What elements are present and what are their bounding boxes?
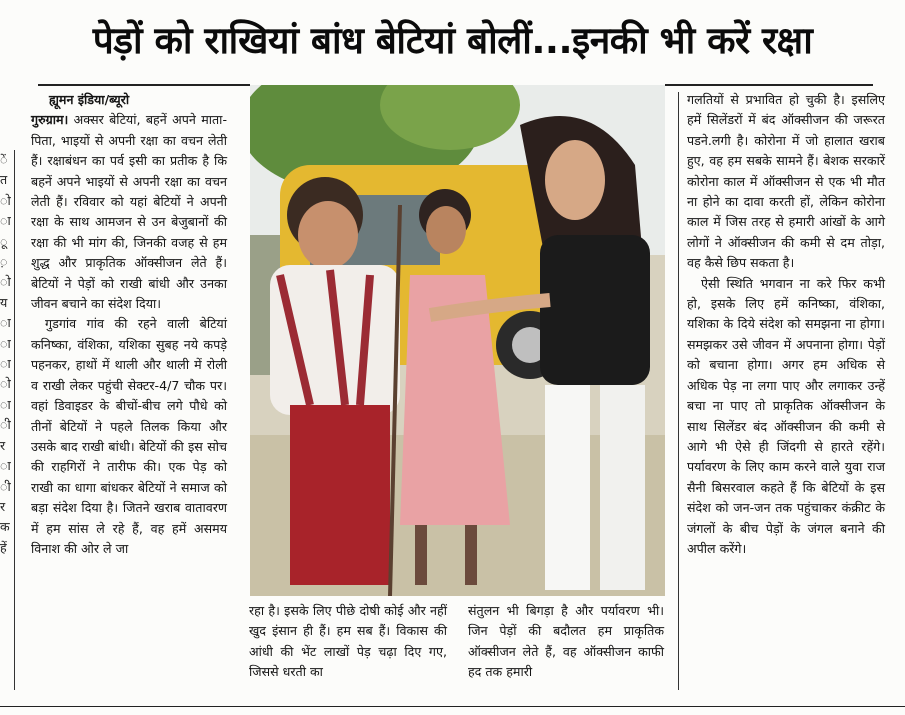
headline: पेड़ों को राखियां बांध बेटियां बोलीं...इनकी भी करें रक्षा (92, 19, 813, 62)
edge-fragment: त (0, 172, 8, 188)
paragraph: ऐसी स्थिति भगवान ना करे फिर कभी हो, इसके लिए हमें कनिष्का, वंशिका, यशिका के दिये संदेश को समझना ना होगा। समझकर उसे जीवन में अपनाना होगा। पेड़ों को बचाना होगा। अगर हम अधिक से अधिक पेड़ ना लगा पाए और लगाकर उन्हें बचा ना पाए तो प्राकृतिक ऑक्सीजन के साथ सिलेंडर बंद ऑक्सीजन की कमी से आगे भी ऐसे ही जिंदगी से हारते रहेंगे। पर्यावरण के लिए काम करने वाले युवा राज सैनी बिसरवाल कहते हैं कि बेटियों के इस संदेश को जन-जन तक पहुंचाकर कंक्रीट के जंगलों के बीच पेड़ों के जंगल बनाने की अपील करेंगे। (687, 275, 885, 556)
dateline: गुरुग्राम। (31, 112, 69, 128)
edge-fragment: ें (0, 152, 8, 167)
edge-fragment: हें (0, 539, 7, 555)
edge-fragment: ी (0, 417, 11, 433)
edge-fragment: ा (0, 356, 11, 372)
paragraph: गुडगांव गांव की रहने वाली बेटियां कनिष्का, वंशिका, यशिका सुबह नये कपड़े पहनकर, हाथों में थाली और थाली में रोली व राखी लेकर पहुंची सेक्टर-4/7 चौक पर। वहां डिवाइडर के बीचों-बीच लगे पौधे को तीनों बेटियों ने पहले तिलक किया और उसके बाद राखी बांधी। बेटियों की इस सोच की राहगिरों ने तारीफ की। एक पेड़ को राखी का धागा बांधकर बेटियों ने समाज को बड़ा संदेश दिया है। जितने खराब वातावरण में हम सांस ले रहे हैं, वह हमें असमय विनाश की ओर ले जा (31, 316, 227, 556)
headline-rule-left (38, 84, 250, 86)
article-column-4 (687, 90, 885, 559)
edge-fragment: ा (0, 315, 11, 331)
edge-fragment: ा (0, 213, 11, 229)
edge-fragment: ो (0, 192, 11, 208)
edge-fragment: ो (0, 376, 11, 392)
edge-fragment: य (0, 294, 8, 310)
edge-fragment: ा (0, 396, 11, 412)
byline: ह्यूमन इंडिया/ब्यूरो (49, 92, 130, 107)
edge-fragment: ो (0, 274, 11, 290)
column-divider (14, 150, 15, 690)
edge-fragment: ा (0, 335, 11, 351)
edge-fragment: क (0, 519, 10, 535)
edge-fragment: र (0, 498, 6, 514)
paragraph (31, 110, 227, 314)
adjacent-article-edge (0, 150, 12, 558)
column-divider (678, 92, 679, 690)
headline-rule-right (665, 84, 873, 86)
paragraph: संतुलन भी बिगड़ा है और पर्यावरण भी। जिन पेड़ों की बदौलत हम प्राकृतिक ऑक्सीजन लेते हैं, वह ऑक्सीजन काफी हद तक हमारी (468, 603, 664, 680)
edge-fragment: ा (0, 458, 11, 474)
paragraph-text: अक्सर बेटियां, बहनें अपने माता-पिता, भाइयों से अपनी रक्षा का वचन लेती हैं। रक्षाबंधन का पर्व इसी का प्रतीक है कि बहनें अपने भाइयों से अपनी रक्षा का वचन लेती हैं। रविवार को यहां बेटियों ने अपनी रक्षा के साथ आमजन से उन बेजुबानों की रक्षा की भी मांग की, जिनकी वजह से हम शुद्ध और प्राकृतिक ऑक्सीजन लेते हैं। बेटियों ने पेड़ों को राखी बांधी और उनका जीवन बचाने का संदेश दिया। (31, 112, 227, 312)
article-column-3 (468, 601, 664, 683)
edge-fragment: ़ (0, 254, 8, 270)
edge-fragment: र (0, 437, 6, 453)
article-column-2 (249, 601, 447, 683)
article-column-1 (31, 90, 227, 559)
article-photo (250, 85, 665, 596)
edge-fragment: ू (0, 233, 8, 249)
paragraph: रहा है। इसके लिए पीछे दोषी कोई और नहीं खुद इंसान ही हैं। हम सब हैं। विकास की आंधी की भेंट लाखों पेड़ चढ़ा दिए गए, जिससे धरती का (249, 603, 447, 680)
paragraph: गलतियों से प्रभावित हो चुकी है। इसलिए हमें सिलेंडरों में बंद ऑक्सीजन की जरूरत पडने.लगी है। कोरोना में जो हालात खराब हुए, वह हम सबके सामने हैं। बेशक सरकारें कोरोना काल में ऑक्सीजन से एक भी मौत ना होने का दावा करती हों, लेकिन कोरोना काल में जिस तरह से हमारी आंखों के आगे लोगों ने ऑक्सीजन की कमी से दम तोड़ा, वह कैसे छिप सकता है। (687, 92, 885, 271)
bottom-rule (0, 706, 905, 707)
edge-fragment: ी (0, 478, 11, 494)
girls-tying-rakhi-photo (250, 85, 665, 596)
